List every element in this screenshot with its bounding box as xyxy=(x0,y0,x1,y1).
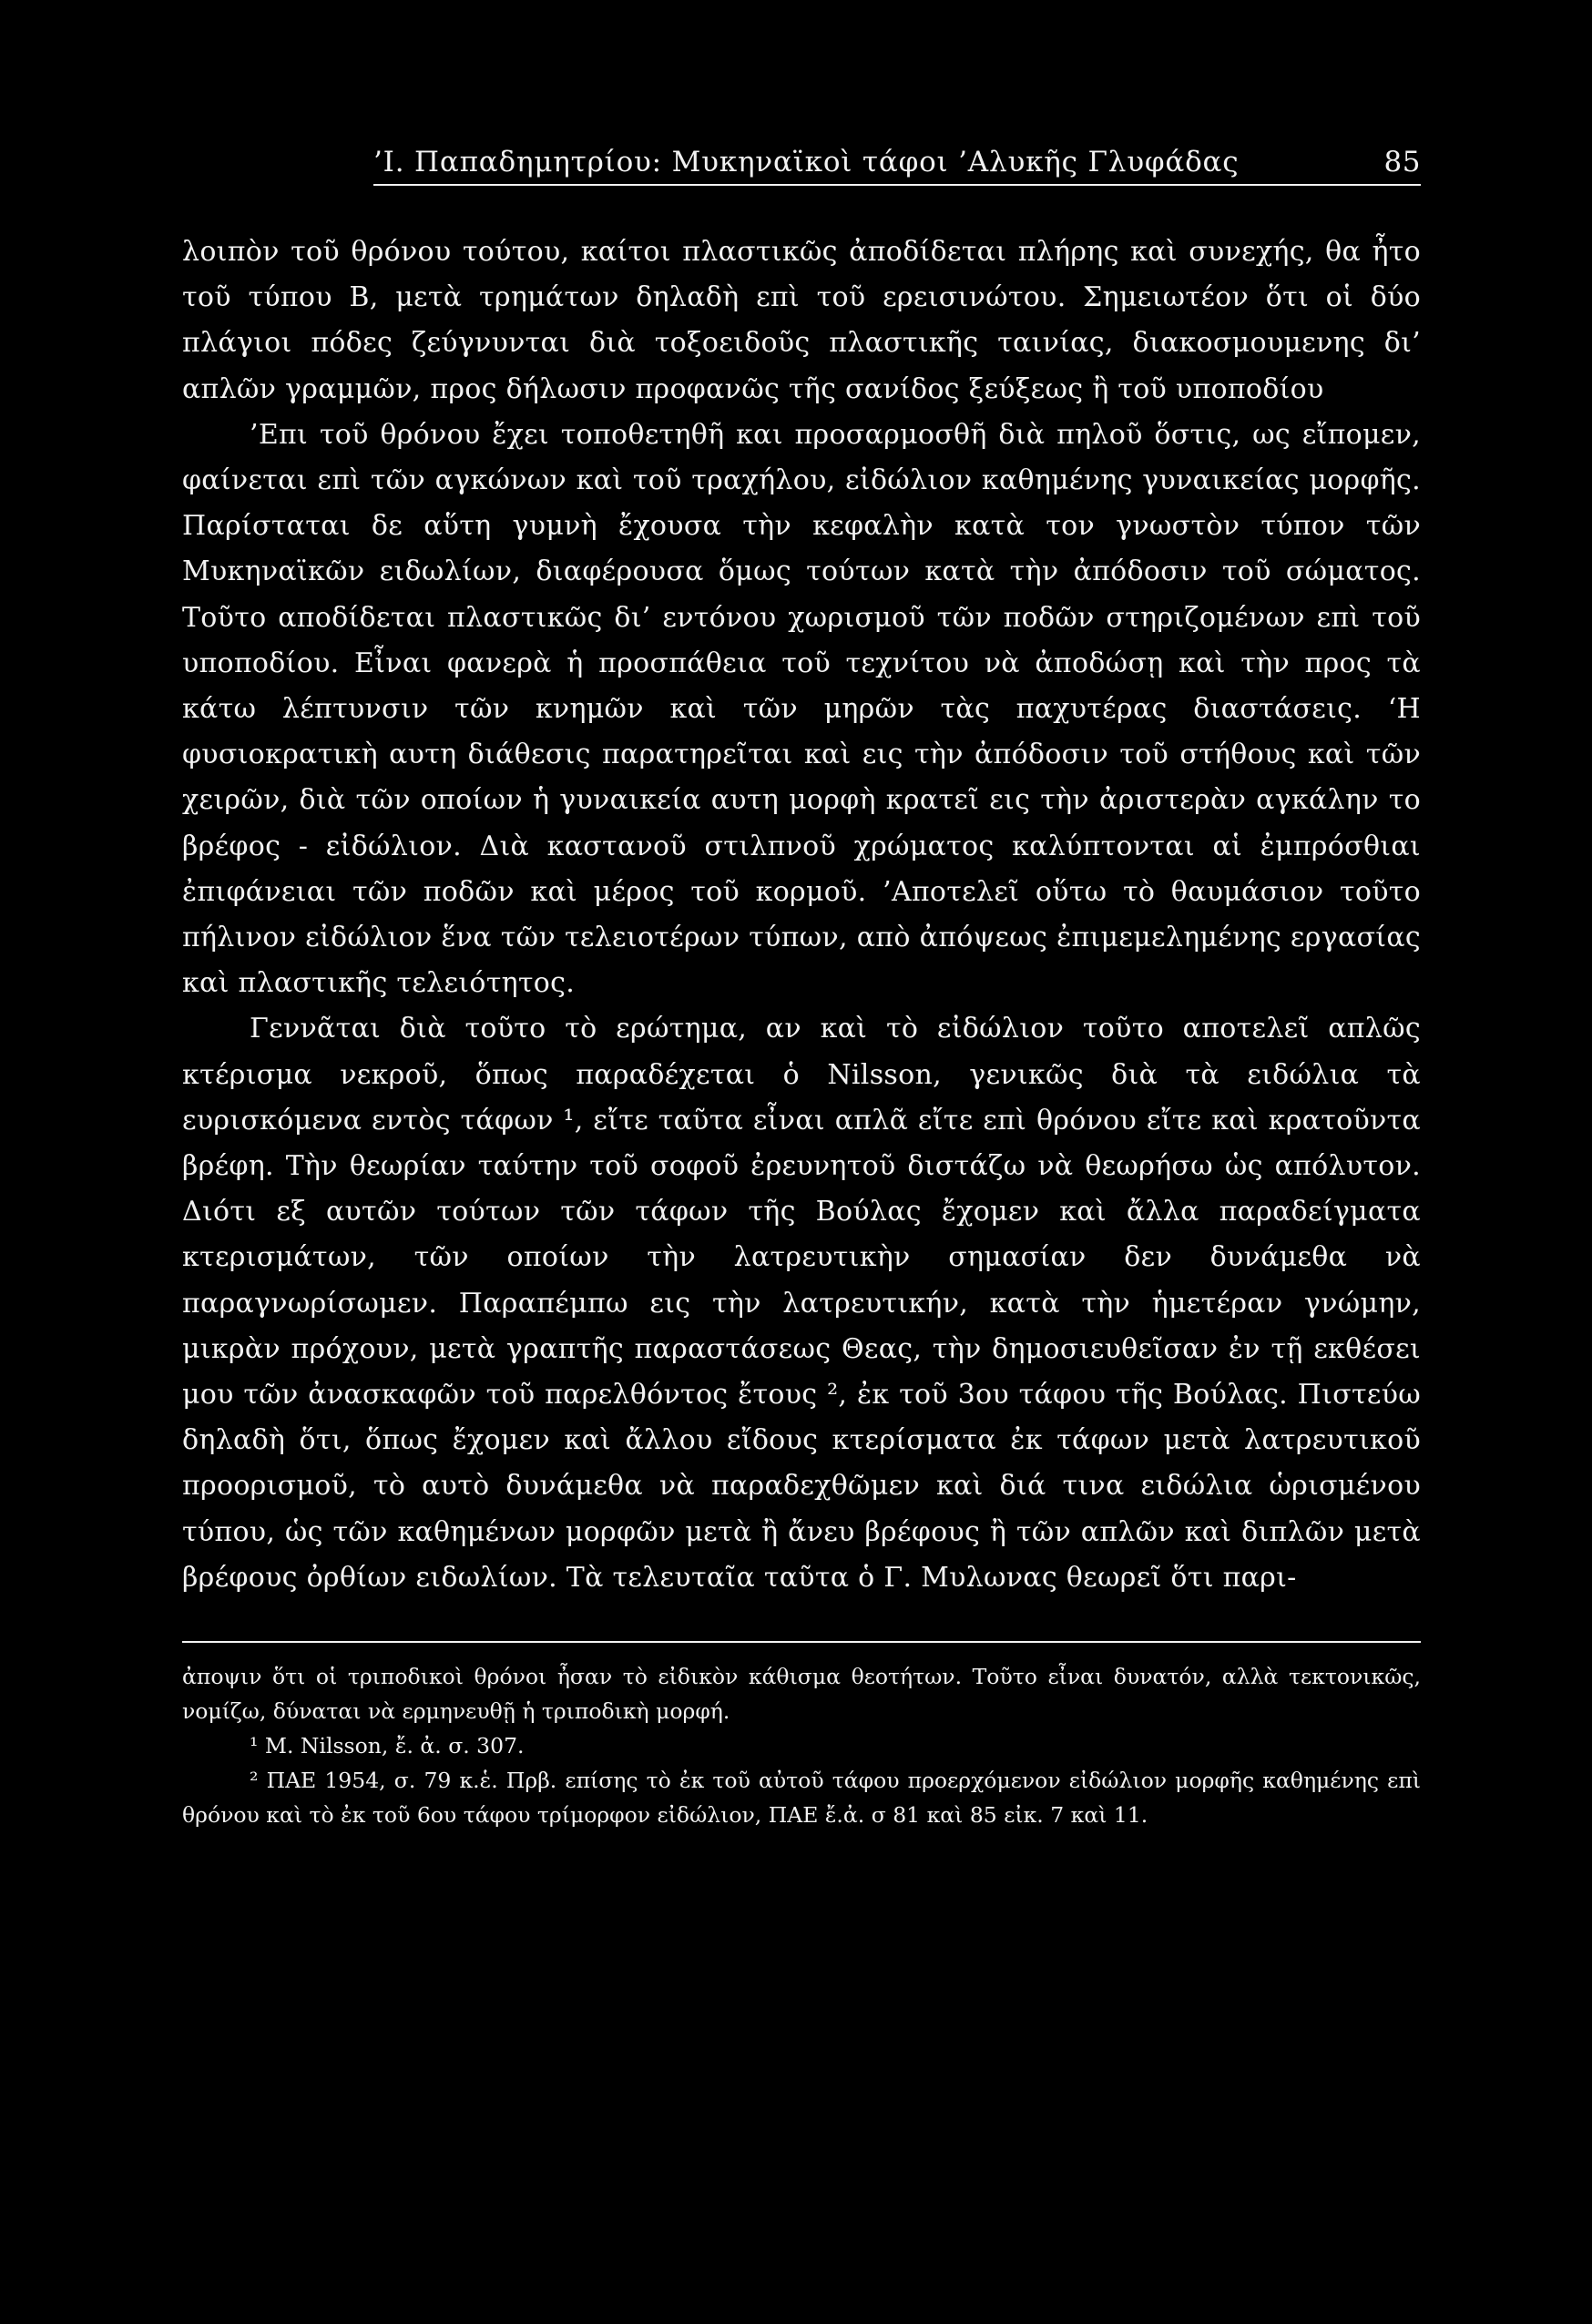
footnote-1: ¹ Μ. Nilsson, ἔ. ἀ. σ. 307. xyxy=(250,1733,525,1759)
body-text xyxy=(182,229,1421,1601)
footnotes xyxy=(182,1641,1421,1832)
paragraph-1: λοιπὸν τοῦ θρόνου τούτου, καίτοι πλαστικῶς ἀποδίδεται πλήρης καὶ συνεχής, θα ἦτο τοῦ τύπου Β, μετὰ τρημάτων δηλαδὴ επὶ τοῦ ερεισινώτου. Σημειωτέον ὅτι οἱ δύο πλάγιοι πόδες ζεύγνυνται διὰ τοξοειδοῦς πλαστικῆς ταινίας, διακοσμουμενης δι’ απλῶν γραμμῶν, προς δήλωσιν προφανῶς τῆς σανίδος ξεύξεως ἢ τοῦ υποποδίου xyxy=(182,236,1421,405)
paragraph-3: Γεννᾶται διὰ τοῦτο τὸ ερώτημα, αν καὶ τὸ εἰδώλιον τοῦτο αποτελεῖ απλῶς κτέρισμα νεκροῦ, ὅπως παραδέχεται ὁ Nilsson, γενικῶς διὰ τὰ ειδώλια τὰ ευρισκόμενα εντὸς τάφων ¹, εἴτε ταῦτα εἶναι απλᾶ εἴτε επὶ θρόνου εἴτε καὶ κρατοῦντα βρέφη. Τὴν θεωρίαν ταύτην τοῦ σοφοῦ ἐρευνητοῦ διστάζω νὰ θεωρήσω ὡς απόλυτον. Διότι εξ αυτῶν τούτων τῶν τάφων τῆς Βούλας ἔχομεν καὶ ἄλλα παραδείγματα κτερισμάτων, τῶν οποίων τὴν λατρευτικὴν σημασίαν δεν δυνάμεθα νὰ παραγνωρίσωμεν. Παραπέμπω εις τὴν λατρευτικήν, κατὰ τὴν ἡμετέραν γνώμην, μικρὰν πρόχουν, μετὰ γραπτῆς παραστάσεως Θεας, τὴν δημοσιευθεῖσαν ἐν τῇ εκθέσει μου τῶν ἀνασκαφῶν τοῦ παρελθόντος ἔτους ², ἐκ τοῦ 3ου τάφου τῆς Βούλας. Πιστεύω δηλαδὴ ὅτι, ὅπως ἔχομεν καὶ ἄλλου εἴδους κτερίσματα ἐκ τάφων μετὰ λατρευτικοῦ προορισμοῦ, τὸ αυτὸ δυνάμεθα νὰ παραδεχθῶμεν καὶ διά τινα ειδώλια ὡρισμένου τύπου, ὡς τῶν καθημένων μορφῶν μετὰ ἢ ἄνευ βρέφους ἢ τῶν απλῶν καὶ διπλῶν μετὰ βρέφους ὀρθίων ειδωλίων. Τὰ τελευταῖα ταῦτα ὁ Γ. Μυλωνας θεωρεῖ ὅτι παρι- xyxy=(182,1013,1421,1594)
page-header xyxy=(373,146,1421,186)
running-title: ’Ι. Παπαδημητρίου: Μυκηναϊκοὶ τάφοι ’Αλυκῆς Γλυφάδας xyxy=(373,146,1240,178)
page-number: 85 xyxy=(1383,146,1421,178)
paragraph-2: ’Επι τοῦ θρόνου ἔχει τοποθετηθῆ και προσαρμοσθῆ διὰ πηλοῦ ὅστις, ως εἴπομεν, φαίνεται επὶ τῶν αγκώνων καὶ τοῦ τραχήλου, εἰδώλιον καθημένης γυναικείας μορφῆς. Παρίσταται δε αὕτη γυμνὴ ἔχουσα τὴν κεφαλὴν κατὰ τον γνωστὸν τύπον τῶν Μυκηναϊκῶν ειδωλίων, διαφέρουσα ὅμως τούτων κατὰ τὴν ἀπόδοσιν τοῦ σώματος. Τοῦτο αποδίδεται πλαστικῶς δι’ εντόνου χωρισμοῦ τῶν ποδῶν στηριζομένων επὶ τοῦ υποποδίου. Εἶναι φανερὰ ἡ προσπάθεια τοῦ τεχνίτου νὰ ἀποδώσῃ καὶ τὴν προς τὰ κάτω λέπτυνσιν τῶν κνημῶν καὶ τῶν μηρῶν τὰς παχυτέρας διαστάσεις. ‘Η φυσιοκρατικὴ αυτη διάθεσις παρατηρεῖται καὶ εις τὴν ἀπόδοσιν τοῦ στήθους καὶ τῶν χειρῶν, διὰ τῶν οποίων ἡ γυναικεία αυτη μορφὴ κρατεῖ εις τὴν ἀριστερὰν αγκάλην το βρέφος - εἰδώλιον. Διὰ καστανοῦ στιλπνοῦ χρώματος καλύπτονται αἱ ἐμπρόσθιαι ἐπιφάνειαι τῶν ποδῶν καὶ μέρος τοῦ κορμοῦ. ’Αποτελεῖ οὕτω τὸ θαυμάσιον τοῦτο πήλινον εἰδώλιον ἕνα τῶν τελειοτέρων τύπων, απὸ ἀπόψεως ἐπιμεμελημένης εργασίας καὶ πλαστικῆς τελειότητος. xyxy=(182,418,1421,1000)
page xyxy=(182,146,1421,1832)
footnote-continuation: ἀποψιν ὅτι οἱ τριποδικοὶ θρόνοι ἦσαν τὸ εἰδικὸν κάθισμα θεοτήτων. Τοῦτο εἶναι δυνατόν, αλλὰ τεκτονικῶς, νομίζω, δύναται νὰ ερμηνευθῇ ἡ τριποδικὴ μορφή. xyxy=(182,1664,1421,1725)
footnote-2: ² ΠΑΕ 1954, σ. 79 κ.ἑ. Πρβ. επίσης τὸ ἐκ τοῦ αὐτοῦ τάφου προερχόμενον εἰδώλιον μορφῆς καθημένης επὶ θρόνου καὶ τὸ ἐκ τοῦ 6ου τάφου τρίμορφον εἰδώλιον, ΠΑΕ ἔ.ἀ. σ 81 καὶ 85 εἰκ. 7 καὶ 11. xyxy=(182,1768,1421,1829)
